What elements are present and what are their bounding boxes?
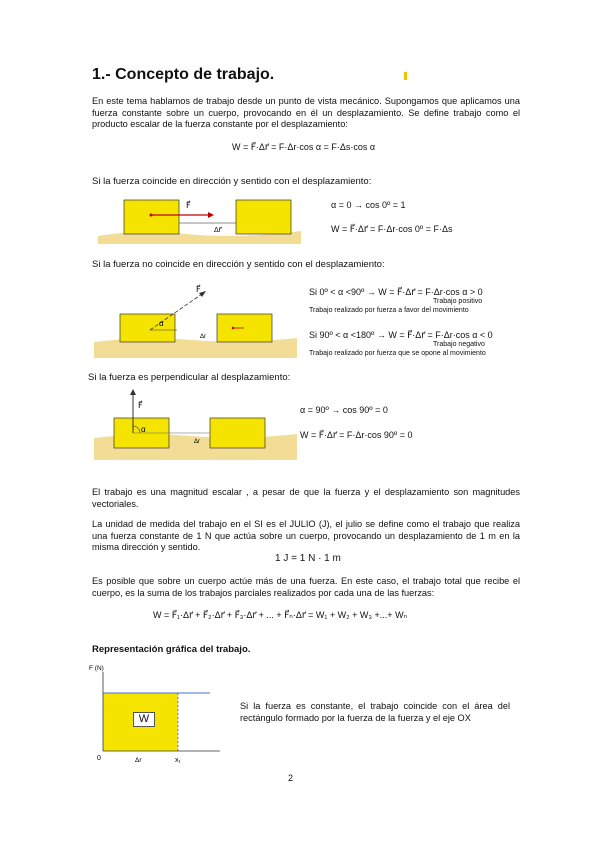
decorative-mark <box>404 72 407 80</box>
intro-paragraph: En este tema hablamos de trabajo desde un punto de vista mecánico. Supongamos que aplicamos una fuerza constante sobre un cuerpo, provocando en él un desplazamiento. Se define trabajo como el producto escalar de la fuerza constante por el desplazamiento: <box>92 96 520 130</box>
page-title: 1.- Concepto de trabajo. <box>92 66 275 83</box>
case2-heading: Si la fuerza no coincide en dirección y sentido con el desplazamiento: <box>92 259 385 270</box>
case2-eq1: Si 0º < α <90º → W = F⃗·Δr⃗ = F·Δr·cos α > 0 <box>309 287 483 297</box>
axis-x-label: Δr <box>135 757 142 764</box>
diagram-angled-force <box>92 280 302 360</box>
label-dr: Δr⃗ <box>214 227 222 234</box>
origin-label: 0 <box>97 755 101 762</box>
total-work-equation: W = F⃗₁·Δr⃗ + F⃗₂·Δr⃗ + F⃗₃·Δr⃗ + ... + F⃗ₙ·Δr⃗ = W₁ + W₂ + W₃ +...+ Wₙ <box>153 610 408 620</box>
block-initial <box>124 200 179 234</box>
work-graph <box>88 660 228 770</box>
total-work-paragraph: Es posible que sobre un cuerpo actúe más de una fuerza. En este caso, el trabajo total que recibe el cuerpo, es la suma de los trabajos parciales realizados por cada una de las fuerzas: <box>92 576 520 598</box>
case1-heading: Si la fuerza coincide en dirección y sentido con el desplazamiento: <box>92 176 372 187</box>
work-area-label: W <box>133 712 155 727</box>
label-F: F⃗ <box>138 401 143 410</box>
label-F: F⃗ <box>186 201 191 210</box>
case2-note2a: Trabajo negativo <box>433 341 485 348</box>
label-dr: Δr <box>200 334 207 340</box>
axis-y-label: F (N) <box>89 665 104 672</box>
page-number: 2 <box>288 773 294 783</box>
case1-eq2: W = F⃗·Δr⃗ = F·Δr·cos 0º = F·Δs <box>331 224 453 234</box>
label-alpha: α <box>141 425 146 434</box>
case2-note1b: Trabajo realizado por fuerza a favor del movimiento <box>309 307 469 314</box>
unit-equation: 1 J = 1 N · 1 m <box>275 553 341 564</box>
graph-explanation: Si la fuerza es constante, el trabajo coincide con el área del rectángulo formado por la fuerza de la fuerza y el eje OX <box>240 701 510 723</box>
case1-eq1: α = 0 → cos 0º = 1 <box>331 200 406 210</box>
case2-eq2: Si 90º < α <180º → W = F⃗·Δr⃗ = F·Δr·cos α < 0 <box>309 330 493 340</box>
scalar-paragraph: El trabajo es una magnitud escalar , a pesar de que la fuerza y el desplazamiento son magnitudes vectoriales. <box>92 487 520 509</box>
diagram-parallel-force <box>96 196 306 246</box>
force-arrowhead <box>130 389 136 395</box>
case2-note2b: Trabajo realizado por fuerza que se opone al movimiento <box>309 350 486 357</box>
force-arrowhead <box>208 212 214 218</box>
label-alpha: α <box>159 319 164 328</box>
block-final <box>210 418 265 448</box>
graph-heading: Representación gráfica del trabajo. <box>92 644 251 655</box>
block-final <box>236 200 291 234</box>
label-F: F⃗ <box>196 285 201 294</box>
diagram-perpendicular-force <box>92 388 302 468</box>
case2-note1a: Trabajo positivo <box>433 298 483 305</box>
unit-paragraph: La unidad de medida del trabajo en el SI es el JULIO (J), el julio se define como el trabajo que realiza una fuerza constante de 1 N que actúa sobre un cuerpo, provocando un desplazamiento de 1 m en la misma dirección y sentido. <box>92 519 520 553</box>
block-final <box>217 314 272 342</box>
case3-heading: Si la fuerza es perpendicular al desplazamiento: <box>88 372 291 383</box>
case3-eq1: α = 90º → cos 90º = 0 <box>300 405 388 415</box>
force-arrow <box>150 294 202 330</box>
x1-label: x₁ <box>175 757 181 764</box>
main-work-equation: W = F⃗·Δr⃗ = F·Δr·cos α = F·Δs·cos α <box>232 142 376 152</box>
case3-eq2: W = F⃗·Δr⃗ = F·Δr·cos 90º = 0 <box>300 430 413 440</box>
force-origin <box>150 214 153 217</box>
label-dr: Δr <box>194 439 201 445</box>
